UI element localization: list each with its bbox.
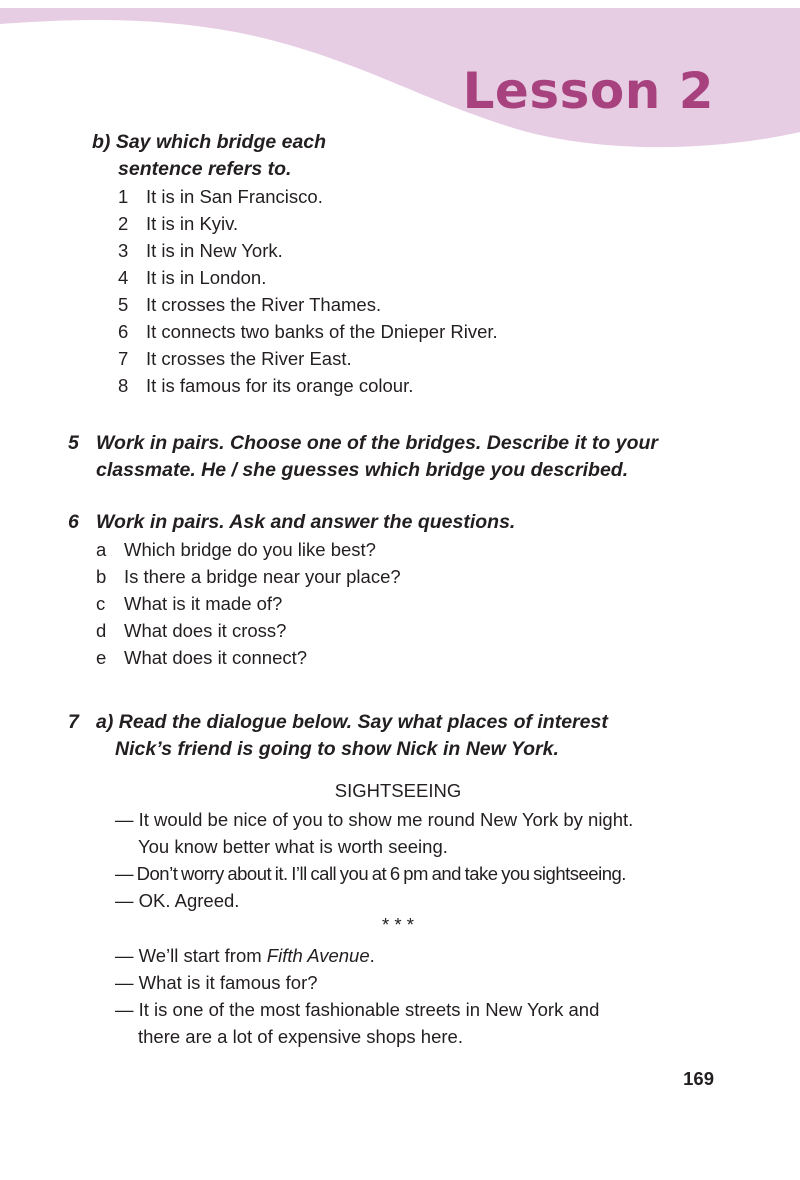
task-7-label: a) [96, 711, 114, 733]
task-5-number: 5 [68, 432, 79, 454]
list-item: e What does it connect? [96, 647, 308, 668]
task-6-number: 6 [68, 511, 79, 533]
task-5-heading [68, 430, 658, 457]
list-item: a Which bridge do you like best? [96, 539, 376, 560]
dialogue-line: — It would be nice of you to show me round New York by night. [115, 809, 634, 830]
task-5-line1: Work in pairs. Choose one of the bridges. Describe it to your [96, 432, 658, 454]
list-item: 7 It crosses the River East. [118, 348, 352, 369]
dialogue-line: — Don’t worry about it. I’ll call you at 6 pm and take you sightseeing. [115, 863, 626, 884]
list-item: b Is there a bridge near your place? [96, 566, 401, 587]
task-7-heading [68, 709, 608, 736]
lesson-title: Lesson 2 [462, 62, 714, 120]
list-item: 5 It crosses the River Thames. [118, 294, 382, 315]
dialogue-title: SIGHTSEEING [334, 780, 462, 801]
list-item: 1 It is in San Francisco. [118, 186, 323, 207]
dialogue-line: You know better what is worth seeing. [138, 836, 448, 857]
list-item: 8 It is famous for its orange colour. [118, 375, 414, 396]
task-4b-title-line2: sentence refers to. [118, 158, 292, 180]
list-item: 3 It is in New York. [118, 240, 283, 261]
list-item: c What is it made of? [96, 593, 283, 614]
task-7-number: 7 [68, 711, 79, 733]
place-name-fifth-avenue: Fifth Avenue [266, 945, 370, 966]
task-7-line1: Read the dialogue below. Say what places of interest [118, 711, 608, 733]
task-4b-title-line1: Say which bridge each [115, 131, 327, 153]
task-6-title: Work in pairs. Ask and answer the questions. [96, 511, 516, 533]
task-6-heading [68, 509, 516, 536]
list-item: 2 It is in Kyiv. [118, 213, 239, 234]
list-item: 4 It is in London. [118, 267, 267, 288]
dialogue-separator: * * * [382, 914, 414, 935]
dialogue-line: there are a lot of expensive shops here. [138, 1026, 463, 1047]
list-item: d What does it cross? [96, 620, 287, 641]
dialogue-line: — What is it famous for? [115, 972, 318, 993]
task-5-line2: classmate. He / she guesses which bridge you described. [96, 459, 629, 481]
task-4b-heading [92, 129, 326, 156]
dialogue-line: — It is one of the most fashionable streets in New York and [115, 999, 600, 1020]
page-number: 169 [683, 1068, 714, 1089]
task-7-line2: Nick’s friend is going to show Nick in New York. [115, 738, 559, 760]
dialogue-line: — OK. Agreed. [115, 890, 240, 911]
task-4b-label: b) [92, 131, 111, 153]
list-item: 6 It connects two banks of the Dnieper River. [118, 321, 498, 342]
dialogue-line: — We’ll start from Fifth Avenue. [115, 945, 375, 966]
